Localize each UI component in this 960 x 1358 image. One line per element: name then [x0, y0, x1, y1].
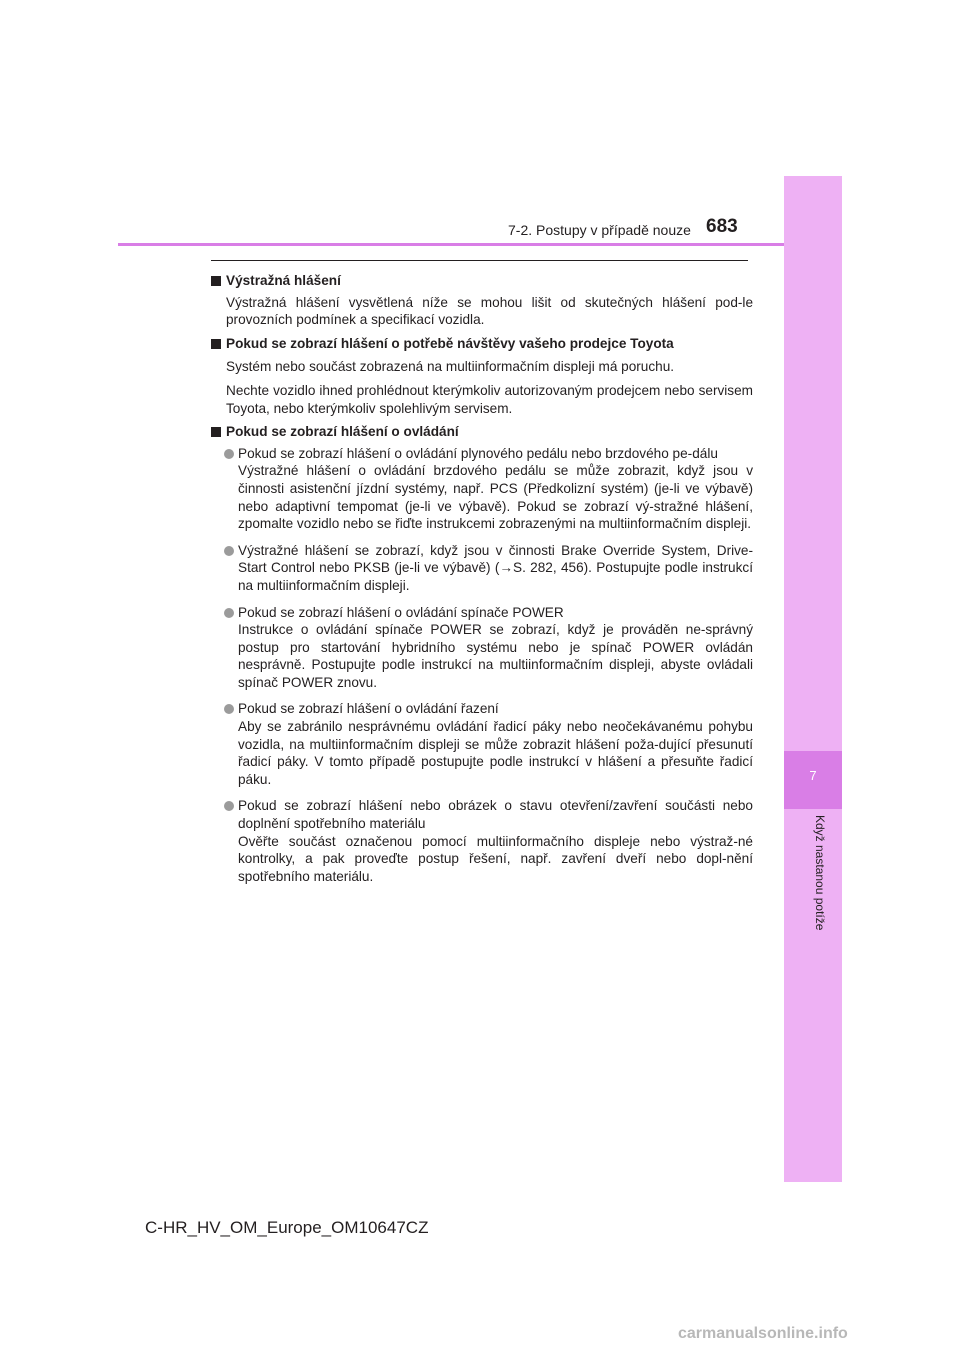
square-bullet-icon — [211, 339, 221, 349]
watermark: carmanualsonline.info — [678, 1325, 848, 1342]
list-item-text: Ověřte součást označenou pomocí multiinformačního displeje nebo výstraž-né kontrolky, a pak proveďte postup řešení, např. zavření dveří nebo dopl-nění spotřebního materiálu. — [238, 833, 753, 884]
document-code: C-HR_HV_OM_Europe_OM10647CZ — [145, 1218, 429, 1237]
list-item-title: Pokud se zobrazí hlášení o ovládání řazení — [238, 701, 499, 717]
list-item — [211, 604, 753, 692]
section-heading: Pokud se zobrazí hlášení o ovládání — [211, 423, 753, 441]
section-heading: Výstražná hlášení — [211, 272, 753, 290]
chapter-number: 7 — [809, 768, 817, 783]
paragraph: Nechte vozidlo ihned prohlédnout kterýmkoliv autorizovaným prodejcem nebo servisem Toyota, nebo kterýmkoliv spolehlivým servisem. — [226, 382, 753, 416]
section-title: 7-2. Postupy v případě nouze — [508, 222, 691, 238]
round-bullet-icon — [224, 704, 234, 714]
list-item — [211, 700, 753, 788]
square-bullet-icon — [211, 427, 221, 437]
round-bullet-icon — [224, 449, 234, 459]
list-item-title: Pokud se zobrazí hlášení o ovládání plynového pedálu nebo brzdového pe-dálu — [238, 445, 718, 461]
round-bullet-icon — [224, 546, 234, 556]
list-item — [211, 445, 753, 533]
page-number: 683 — [706, 216, 738, 237]
page-content — [211, 268, 753, 885]
chapter-side-tab — [784, 176, 842, 1182]
paragraph: Výstražná hlášení vysvětlená níže se mohou lišit od skutečných hlášení pod-le provozních podmínek a specifikací vozidla. — [226, 294, 753, 328]
list-item-text: Aby se zabránilo nesprávnému ovládání řadicí páky nebo neočekávanému pohybu vozidla, na multiinformačním displeji se může zobrazit hlášení poža-dující přesunutí řadicí páky. V tomto případě postupujte podle instrukcí v hlášení a přesuňte řadicí páku. — [238, 719, 753, 787]
square-bullet-icon — [211, 276, 221, 286]
list-item-title: Pokud se zobrazí hlášení o ovládání spínače POWER — [238, 604, 564, 620]
list-item-text: Výstražné hlášení se zobrazí, když jsou v činnosti Brake Override System, Drive-Start Control nebo PKSB (je-li ve výbavě) (→S. 282, 456). Postupujte podle instrukcí na multiinformačním displeji. — [238, 542, 753, 593]
header-rule — [118, 243, 784, 246]
list-item — [211, 797, 753, 885]
list-item-text: Výstražné hlášení o ovládání brzdového pedálu se může zobrazit, když jsou v činnosti asistenční jízdní systémy, např. PCS (Předkolizní systém) (je-li ve výbavě) nebo adaptivní tempomat (je-li ve výbavě). Pokud se zobrazí vý-stražné hlášení, zpomalte vozidlo nebo se řiďte instrukcemi zobrazenými na multiinformačním displeji. — [238, 463, 753, 532]
list-item-title: Pokud se zobrazí hlášení nebo obrázek o stavu otevření/zavření součásti nebo doplnění spotřebního materiálu — [238, 798, 753, 832]
list-item-text: Instrukce o ovládání spínače POWER se zobrazí, když je prováděn ne-správný postup pro startování hybridního systému nebo je spínač POWER ovládán nesprávně. Postupujte podle instrukcí na multiinformačním displeji, abyste ovládali spínač POWER znovu. — [238, 622, 753, 690]
list-item — [211, 542, 753, 595]
chapter-label: Když nastanou potíže — [813, 815, 827, 931]
round-bullet-icon — [224, 608, 234, 618]
round-bullet-icon — [224, 801, 234, 811]
content-rule — [211, 260, 748, 261]
paragraph: Systém nebo součást zobrazená na multiinformačním displeji má poruchu. — [226, 359, 675, 375]
section-heading: Pokud se zobrazí hlášení o potřebě návštěvy vašeho prodejce Toyota — [211, 335, 753, 353]
